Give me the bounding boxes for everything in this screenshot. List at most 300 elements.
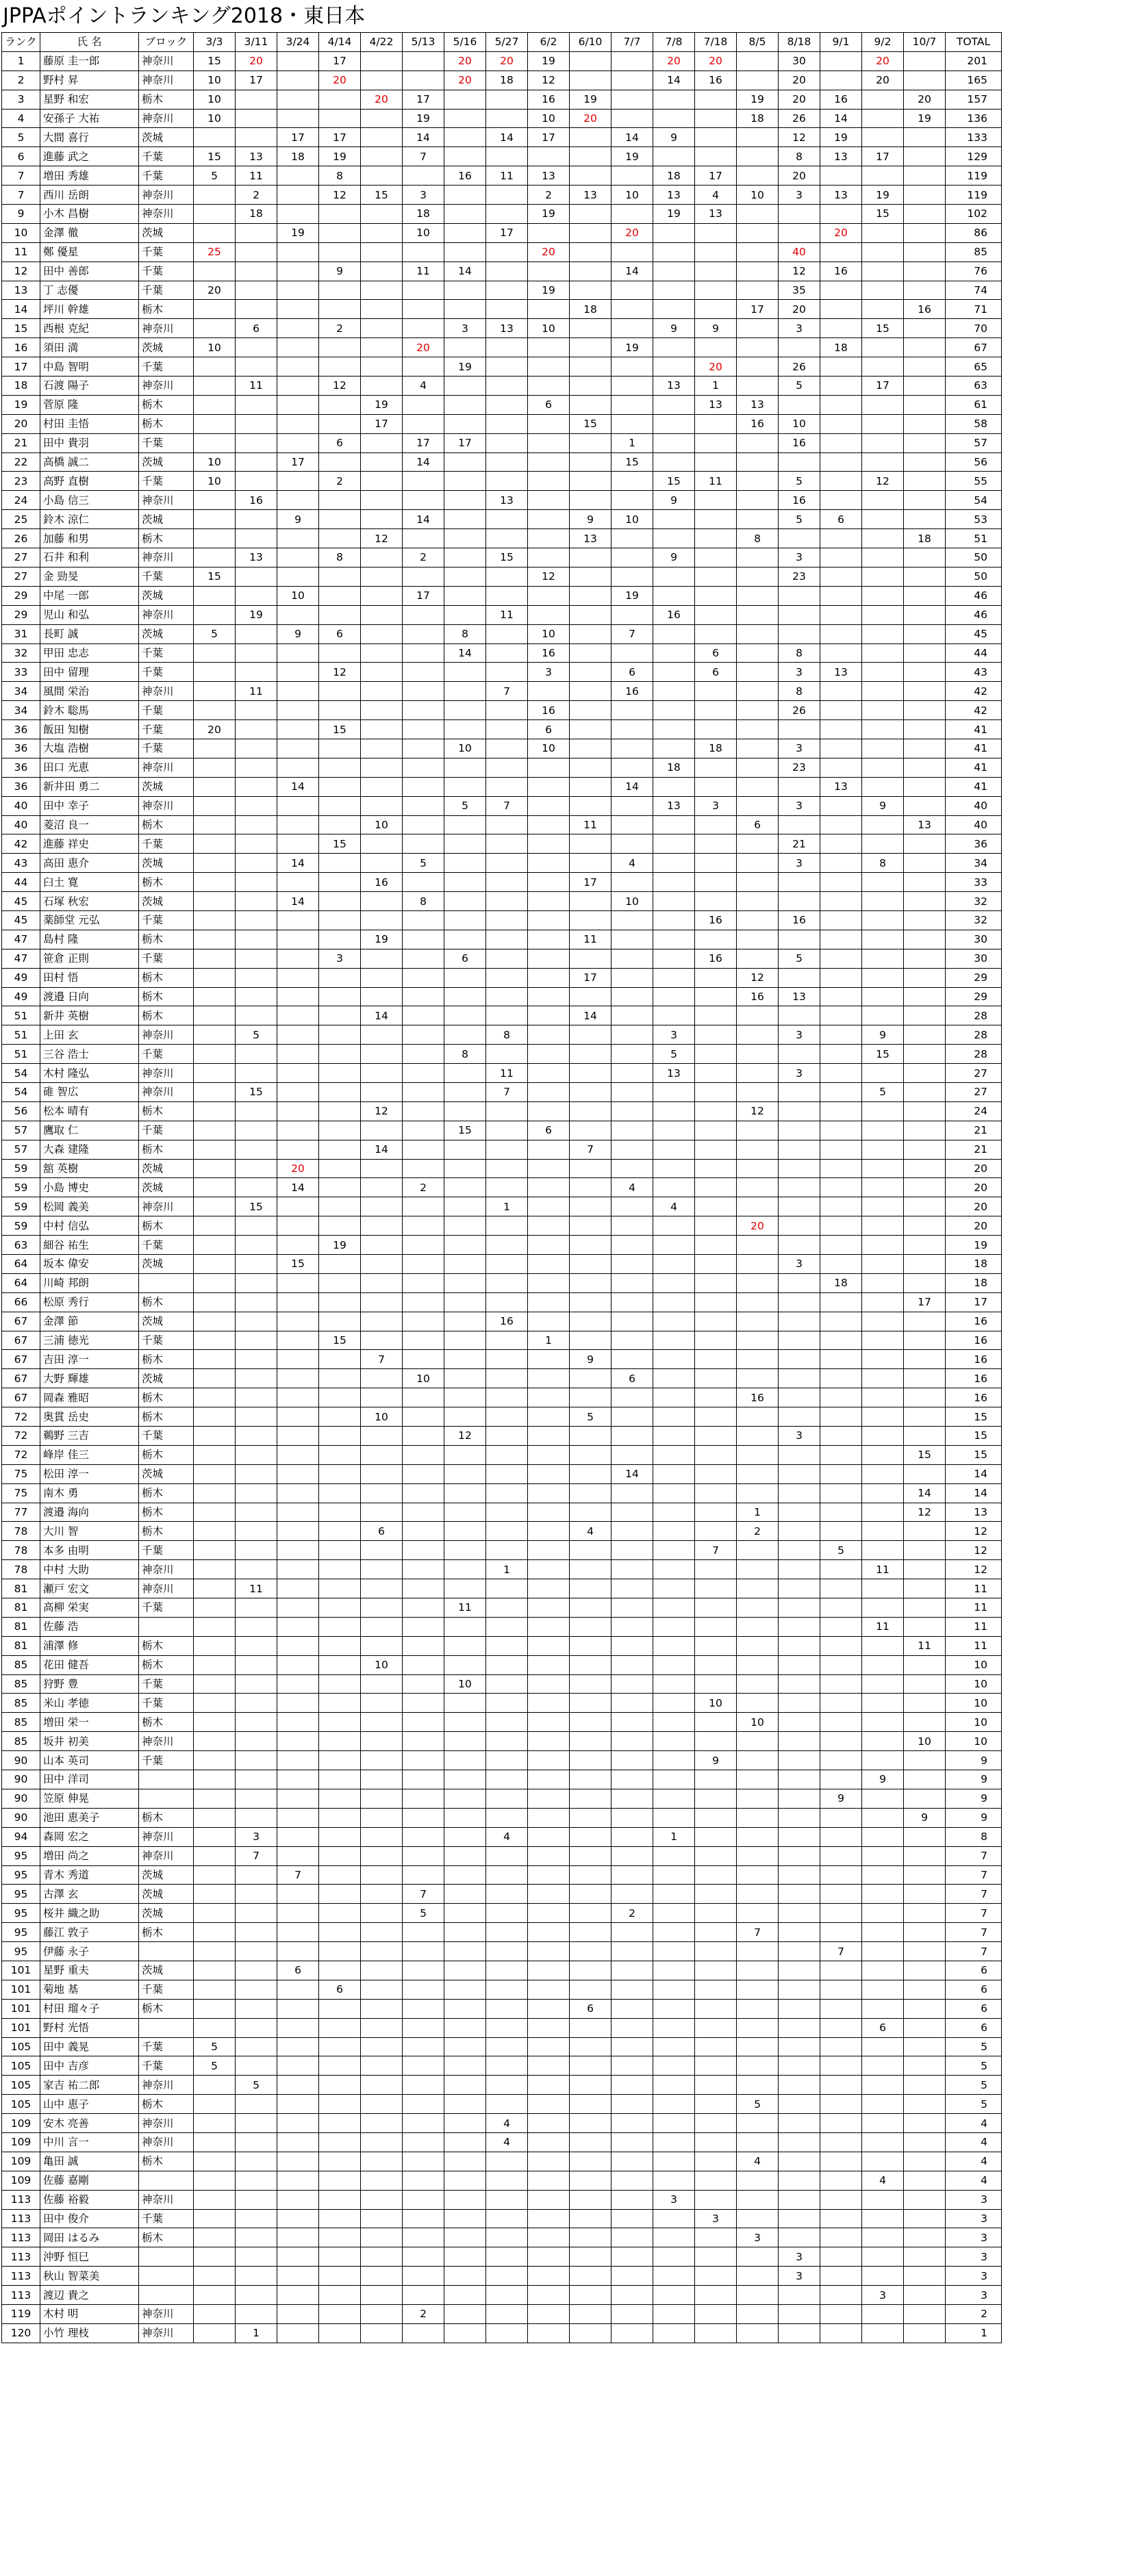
score-cell <box>361 452 403 472</box>
score-cell <box>361 166 403 186</box>
score-cell <box>695 223 737 242</box>
total-cell: 11 <box>946 1579 1002 1598</box>
score-cell <box>904 377 946 396</box>
score-cell <box>904 1101 946 1121</box>
score-cell: 6 <box>611 663 653 682</box>
score-cell <box>820 892 862 911</box>
score-cell <box>194 1312 236 1331</box>
table-row <box>2 1923 1002 1942</box>
score-cell <box>486 758 528 777</box>
block-cell <box>139 2171 194 2190</box>
score-cell <box>611 910 653 930</box>
score-cell <box>528 1713 570 1732</box>
score-cell <box>277 796 319 815</box>
score-cell <box>904 1407 946 1427</box>
score-cell: 18 <box>904 529 946 548</box>
score-cell <box>194 1560 236 1579</box>
score-cell <box>486 262 528 281</box>
score-cell <box>403 1827 444 1846</box>
total-cell: 13 <box>946 1503 1002 1522</box>
table-row <box>2 987 1002 1006</box>
score-cell: 10 <box>194 71 236 90</box>
score-cell <box>528 605 570 624</box>
column-header: 10/7 <box>904 33 946 52</box>
score-cell <box>236 701 277 720</box>
score-cell <box>319 2132 361 2152</box>
rank-cell: 72 <box>2 1445 40 1464</box>
score-cell <box>486 2228 528 2247</box>
score-cell <box>486 1331 528 1350</box>
score-cell: 6 <box>695 643 737 663</box>
score-cell <box>194 1904 236 1923</box>
player-name-cell: 安孫子 大祐 <box>40 109 139 128</box>
score-cell <box>611 242 653 262</box>
score-cell <box>779 1980 820 1999</box>
score-cell <box>528 1923 570 1942</box>
score-cell <box>904 567 946 586</box>
score-cell <box>194 1178 236 1197</box>
score-cell <box>403 1694 444 1713</box>
score-cell <box>695 2228 737 2247</box>
rank-cell: 64 <box>2 1255 40 1274</box>
score-cell <box>277 2209 319 2228</box>
score-cell <box>361 663 403 682</box>
score-cell <box>820 815 862 834</box>
score-cell <box>904 242 946 262</box>
score-cell: 4 <box>570 1522 611 1541</box>
table-row <box>2 1808 1002 1827</box>
score-cell <box>904 1694 946 1713</box>
score-cell <box>277 2304 319 2323</box>
score-cell <box>904 1751 946 1770</box>
score-cell <box>820 1369 862 1388</box>
score-cell <box>737 720 779 739</box>
block-cell: 千葉 <box>139 1598 194 1618</box>
score-cell <box>737 338 779 357</box>
score-cell: 20 <box>444 71 486 90</box>
score-cell <box>737 1064 779 1083</box>
rank-cell: 59 <box>2 1216 40 1236</box>
score-cell <box>277 949 319 968</box>
block-cell: 茨城 <box>139 624 194 643</box>
score-cell <box>444 1770 486 1789</box>
score-cell <box>570 987 611 1006</box>
table-row <box>2 1980 1002 1999</box>
score-cell <box>486 1655 528 1674</box>
score-cell <box>444 834 486 854</box>
score-cell <box>361 2132 403 2152</box>
score-cell <box>737 51 779 71</box>
score-cell <box>361 128 403 147</box>
score-cell <box>319 510 361 529</box>
score-cell: 13 <box>653 377 695 396</box>
score-cell <box>570 166 611 186</box>
block-cell: 茨城 <box>139 1961 194 1980</box>
score-cell <box>486 1045 528 1064</box>
score-cell <box>695 834 737 854</box>
total-cell: 10 <box>946 1674 1002 1694</box>
score-cell <box>862 2228 904 2247</box>
score-cell <box>904 1236 946 1255</box>
score-cell <box>277 930 319 949</box>
score-cell: 13 <box>820 663 862 682</box>
score-cell <box>653 2171 695 2190</box>
score-cell <box>194 1503 236 1522</box>
score-cell <box>737 2018 779 2037</box>
player-name-cell: 碓 智広 <box>40 1082 139 1101</box>
score-cell <box>570 567 611 586</box>
score-cell: 17 <box>444 433 486 452</box>
player-name-cell: 岡森 雅昭 <box>40 1388 139 1407</box>
score-cell <box>403 491 444 510</box>
score-cell <box>779 2228 820 2247</box>
score-cell: 12 <box>779 262 820 281</box>
score-cell <box>319 1064 361 1083</box>
score-cell: 8 <box>779 682 820 701</box>
score-cell: 30 <box>779 51 820 71</box>
rank-cell: 81 <box>2 1636 40 1655</box>
rank-cell: 67 <box>2 1312 40 1331</box>
score-cell <box>361 1961 403 1980</box>
score-cell <box>611 548 653 568</box>
score-cell <box>904 2056 946 2076</box>
rank-cell: 54 <box>2 1064 40 1083</box>
score-cell <box>236 2209 277 2228</box>
player-name-cell: 大川 智 <box>40 1522 139 1541</box>
score-cell: 11 <box>486 605 528 624</box>
score-cell <box>820 1483 862 1503</box>
score-cell <box>319 1140 361 1159</box>
block-cell: 千葉 <box>139 1236 194 1255</box>
score-cell <box>361 701 403 720</box>
score-cell: 7 <box>737 1923 779 1942</box>
score-cell <box>570 548 611 568</box>
score-cell <box>611 834 653 854</box>
score-cell <box>862 1579 904 1598</box>
score-cell <box>528 1312 570 1331</box>
score-cell <box>486 1598 528 1618</box>
player-name-cell: 亀田 誠 <box>40 2152 139 2171</box>
score-cell <box>277 1579 319 1598</box>
score-cell: 9 <box>570 510 611 529</box>
score-cell <box>904 166 946 186</box>
score-cell: 3 <box>695 2209 737 2228</box>
score-cell <box>277 242 319 262</box>
score-cell <box>236 1961 277 1980</box>
score-cell: 3 <box>653 1025 695 1045</box>
score-cell <box>779 586 820 605</box>
score-cell: 5 <box>779 510 820 529</box>
score-cell <box>236 338 277 357</box>
score-cell <box>862 968 904 987</box>
block-cell: 千葉 <box>139 1694 194 1713</box>
score-cell <box>486 1923 528 1942</box>
score-cell: 15 <box>236 1197 277 1216</box>
score-cell <box>820 2247 862 2267</box>
score-cell <box>862 1751 904 1770</box>
score-cell <box>820 1827 862 1846</box>
score-cell <box>277 2228 319 2247</box>
score-cell <box>236 1980 277 1999</box>
score-cell <box>820 720 862 739</box>
score-cell <box>444 1636 486 1655</box>
score-cell <box>862 109 904 128</box>
score-cell <box>737 1598 779 1618</box>
score-cell <box>695 1388 737 1407</box>
score-cell <box>611 1732 653 1751</box>
score-cell <box>820 1159 862 1178</box>
score-cell <box>611 51 653 71</box>
score-cell <box>194 2171 236 2190</box>
score-cell <box>236 796 277 815</box>
total-cell: 28 <box>946 1045 1002 1064</box>
score-cell <box>611 1121 653 1140</box>
score-cell <box>820 1904 862 1923</box>
score-cell <box>779 1350 820 1369</box>
score-cell <box>737 128 779 147</box>
score-cell: 5 <box>403 854 444 873</box>
score-cell <box>779 1541 820 1560</box>
score-cell: 10 <box>528 739 570 758</box>
score-cell <box>570 491 611 510</box>
score-cell: 16 <box>779 433 820 452</box>
score-cell <box>779 930 820 949</box>
score-cell <box>277 2132 319 2152</box>
score-cell <box>570 1292 611 1312</box>
total-cell: 6 <box>946 2018 1002 2037</box>
score-cell <box>820 1885 862 1904</box>
score-cell <box>820 1694 862 1713</box>
table-row <box>2 1846 1002 1865</box>
score-cell <box>277 1503 319 1522</box>
score-cell <box>236 1388 277 1407</box>
score-cell <box>904 586 946 605</box>
score-cell <box>444 2228 486 2247</box>
score-cell <box>904 1923 946 1942</box>
score-cell: 10 <box>779 414 820 433</box>
score-cell: 14 <box>403 128 444 147</box>
score-cell <box>695 1464 737 1483</box>
block-cell: 神奈川 <box>139 2132 194 2152</box>
score-cell <box>444 1178 486 1197</box>
score-cell <box>904 701 946 720</box>
score-cell <box>820 2056 862 2076</box>
score-cell <box>820 166 862 186</box>
score-cell <box>486 1999 528 2018</box>
score-cell <box>236 1427 277 1446</box>
score-cell <box>361 1312 403 1331</box>
score-cell: 14 <box>403 510 444 529</box>
score-cell: 14 <box>653 71 695 90</box>
score-cell <box>319 205 361 224</box>
score-cell <box>194 1045 236 1064</box>
score-cell <box>820 1216 862 1236</box>
score-cell: 19 <box>319 1236 361 1255</box>
table-row <box>2 2228 1002 2247</box>
block-cell: 千葉 <box>139 1674 194 1694</box>
score-cell <box>570 1885 611 1904</box>
block-cell: 栃木 <box>139 815 194 834</box>
score-cell <box>653 1178 695 1197</box>
score-cell <box>277 873 319 892</box>
score-cell <box>403 2095 444 2114</box>
score-cell <box>653 1121 695 1140</box>
score-cell <box>611 357 653 377</box>
score-cell <box>444 1407 486 1427</box>
score-cell <box>570 2095 611 2114</box>
score-cell <box>403 796 444 815</box>
score-cell: 13 <box>820 147 862 166</box>
score-cell: 7 <box>486 1082 528 1101</box>
score-cell <box>904 605 946 624</box>
score-cell <box>820 2190 862 2209</box>
score-cell: 7 <box>611 624 653 643</box>
score-cell <box>737 2323 779 2343</box>
score-cell <box>611 1216 653 1236</box>
score-cell <box>444 1846 486 1865</box>
block-cell: 千葉 <box>139 1045 194 1064</box>
score-cell <box>236 2286 277 2305</box>
score-cell <box>904 910 946 930</box>
score-cell <box>779 1789 820 1808</box>
score-cell: 10 <box>737 1713 779 1732</box>
score-cell <box>236 1808 277 1827</box>
score-cell <box>277 1388 319 1407</box>
score-cell <box>653 2247 695 2267</box>
rank-cell: 90 <box>2 1789 40 1808</box>
score-cell <box>486 1273 528 1292</box>
block-cell: 神奈川 <box>139 2323 194 2343</box>
score-cell: 3 <box>236 1827 277 1846</box>
score-cell <box>862 281 904 300</box>
score-cell <box>862 663 904 682</box>
score-cell: 15 <box>236 1082 277 1101</box>
score-cell <box>277 758 319 777</box>
score-cell: 3 <box>403 186 444 205</box>
score-cell <box>528 1445 570 1464</box>
score-cell <box>486 2267 528 2286</box>
score-cell <box>528 1961 570 1980</box>
score-cell <box>528 2018 570 2037</box>
player-name-cell: 高橋 誠二 <box>40 452 139 472</box>
score-cell <box>820 2267 862 2286</box>
score-cell <box>444 2286 486 2305</box>
score-cell: 12 <box>444 1427 486 1446</box>
score-cell <box>194 1732 236 1751</box>
score-cell: 7 <box>236 1846 277 1865</box>
score-cell <box>194 663 236 682</box>
player-name-cell: 吉田 淳一 <box>40 1350 139 1369</box>
score-cell <box>194 510 236 529</box>
player-name-cell: 長町 誠 <box>40 624 139 643</box>
score-cell: 6 <box>361 1522 403 1541</box>
total-cell: 74 <box>946 281 1002 300</box>
score-cell <box>820 1503 862 1522</box>
player-name-cell: 鷹取 仁 <box>40 1121 139 1140</box>
score-cell <box>277 1140 319 1159</box>
score-cell <box>194 1522 236 1541</box>
rank-cell: 31 <box>2 624 40 643</box>
score-cell <box>611 930 653 949</box>
score-cell <box>779 624 820 643</box>
score-cell <box>779 1560 820 1579</box>
total-cell: 17 <box>946 1292 1002 1312</box>
score-cell <box>820 452 862 472</box>
score-cell: 15 <box>653 472 695 491</box>
score-cell: 5 <box>403 1904 444 1923</box>
rank-cell: 24 <box>2 491 40 510</box>
score-cell <box>737 1045 779 1064</box>
total-cell: 16 <box>946 1331 1002 1350</box>
rank-cell: 81 <box>2 1579 40 1598</box>
block-cell: 神奈川 <box>139 1560 194 1579</box>
score-cell <box>528 1522 570 1541</box>
score-cell: 20 <box>361 90 403 109</box>
score-cell <box>820 2304 862 2323</box>
score-cell <box>570 1216 611 1236</box>
score-cell <box>862 1064 904 1083</box>
rank-cell: 59 <box>2 1197 40 1216</box>
score-cell <box>611 1140 653 1159</box>
score-cell <box>236 1674 277 1694</box>
score-cell <box>277 2267 319 2286</box>
score-cell <box>904 452 946 472</box>
player-name-cell: 中村 大助 <box>40 1560 139 1579</box>
score-cell: 8 <box>444 624 486 643</box>
score-cell <box>319 2114 361 2133</box>
score-cell: 20 <box>779 71 820 90</box>
total-cell: 46 <box>946 586 1002 605</box>
score-cell <box>779 1846 820 1865</box>
score-cell <box>236 1655 277 1674</box>
score-cell <box>403 166 444 186</box>
score-cell <box>194 2304 236 2323</box>
score-cell <box>904 624 946 643</box>
score-cell <box>862 873 904 892</box>
table-row <box>2 2132 1002 2152</box>
score-cell <box>403 1789 444 1808</box>
score-cell <box>820 1598 862 1618</box>
score-cell <box>653 1636 695 1655</box>
score-cell <box>904 51 946 71</box>
score-cell <box>403 873 444 892</box>
score-cell <box>779 1579 820 1598</box>
score-cell <box>904 2152 946 2171</box>
score-cell <box>403 2152 444 2171</box>
score-cell <box>236 1770 277 1789</box>
score-cell <box>820 1292 862 1312</box>
score-cell <box>319 586 361 605</box>
score-cell <box>277 90 319 109</box>
score-cell <box>236 777 277 796</box>
score-cell <box>486 2056 528 2076</box>
score-cell <box>862 529 904 548</box>
score-cell <box>904 1331 946 1350</box>
score-cell <box>319 605 361 624</box>
score-cell: 11 <box>236 682 277 701</box>
score-cell: 11 <box>236 166 277 186</box>
total-cell: 7 <box>946 1885 1002 1904</box>
score-cell <box>570 1101 611 1121</box>
total-cell: 7 <box>946 1942 1002 1961</box>
table-row <box>2 1999 1002 2018</box>
score-cell <box>904 1140 946 1159</box>
score-cell <box>319 1273 361 1292</box>
score-cell <box>653 1713 695 1732</box>
score-cell: 4 <box>737 2152 779 2171</box>
score-cell <box>611 2209 653 2228</box>
score-cell <box>653 1331 695 1350</box>
